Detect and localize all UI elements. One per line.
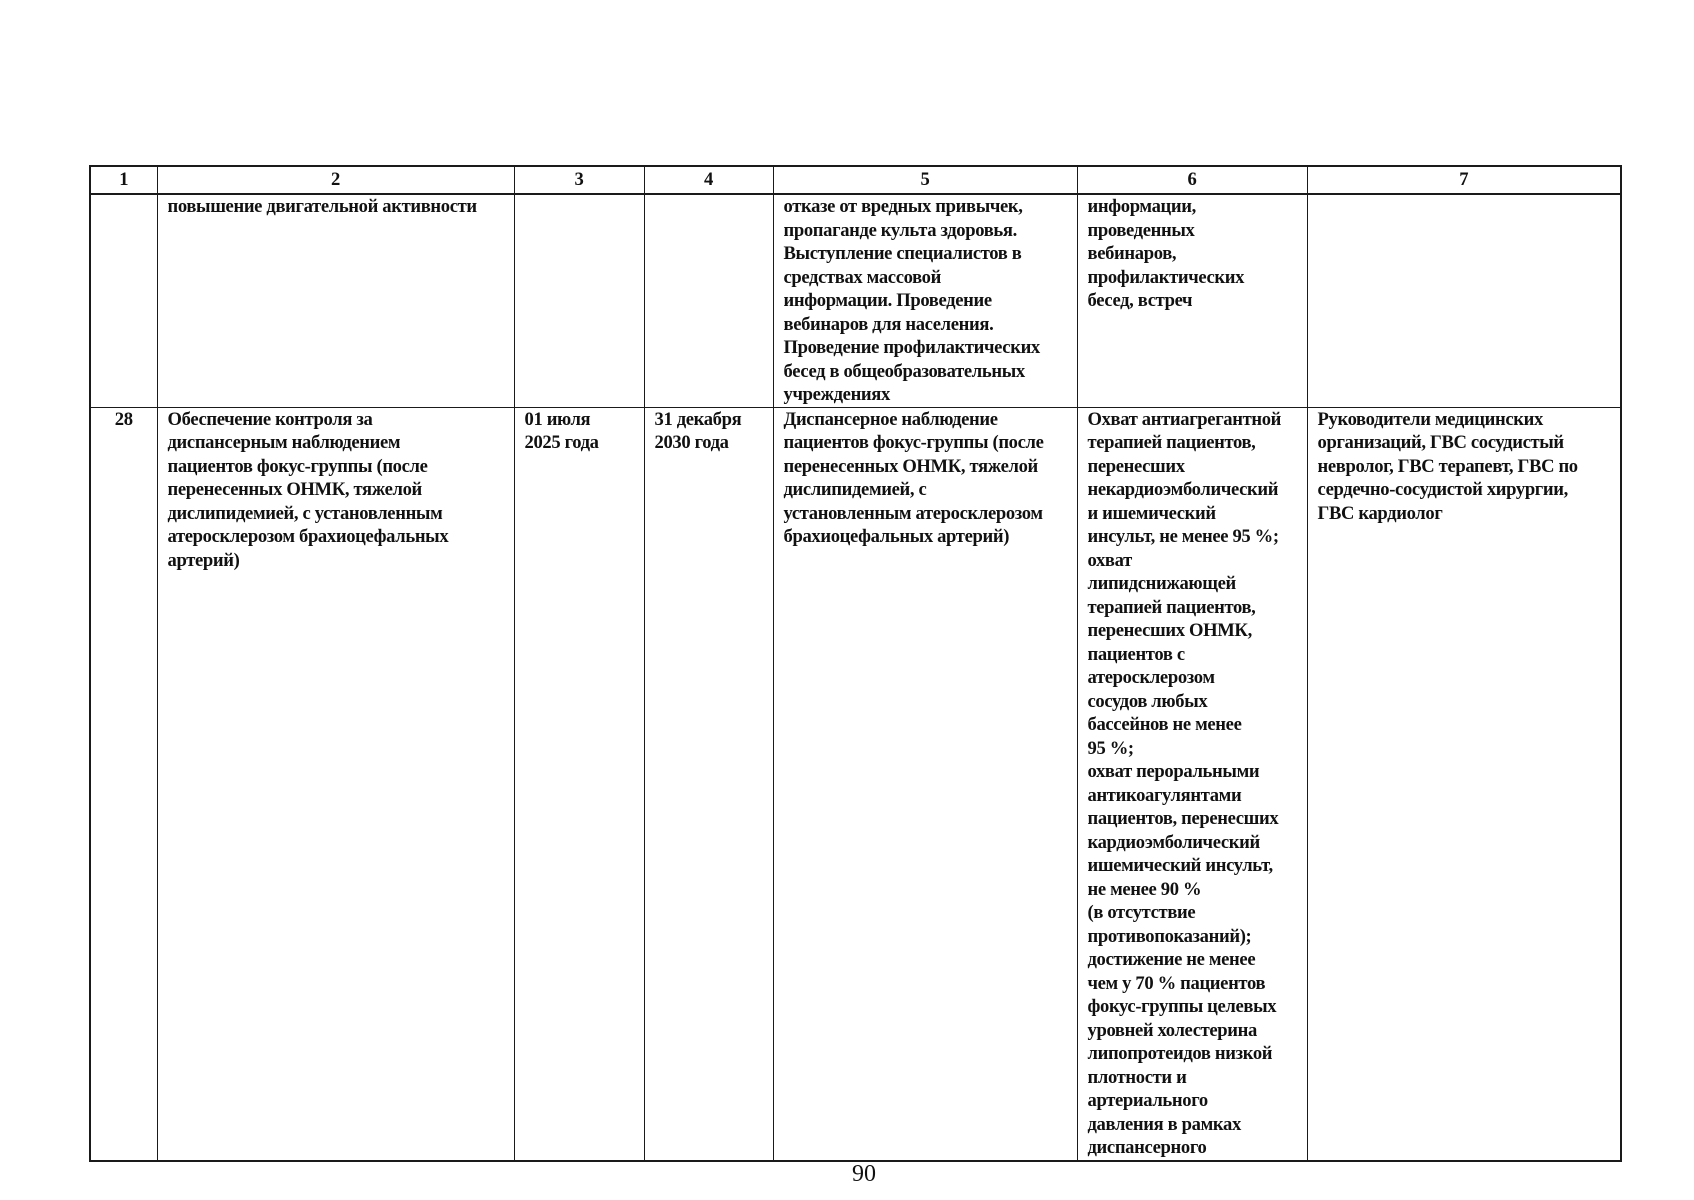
text-line: организаций, ГВС сосудистый [1317,432,1564,453]
text-line: (в отсутствие [1087,902,1196,923]
text-line: ГВС кардиолог [1317,502,1443,524]
text-line: диспансерного [1087,1137,1207,1158]
text-line: ишемический инсульт, [1087,855,1273,876]
start-date-cell [514,194,644,407]
text-line: липидснижающей [1087,573,1236,594]
text-line: кардиоэмболический [1087,831,1260,853]
text-line: перенесших [1087,455,1185,477]
text-line: достижение не менее [1087,949,1256,970]
text-line: вебинаров для населения. [783,313,994,335]
text-line: артерий) [167,549,240,571]
start-date-cell [514,407,644,1161]
text-line: перенесенных ОНМК, тяжелой [783,455,1038,477]
text-line: перенесших ОНМК, [1087,620,1252,641]
text-line: брахиоцефальных артерий) [783,526,1010,547]
row-number-cell: 28 [90,407,157,1161]
text-line: чем у 70 % пациентов [1087,972,1266,994]
header-col-2: 2 [157,166,514,194]
text-line: пациентов, перенесших [1087,808,1279,829]
text-line: уровней холестерина [1087,1019,1257,1041]
text-line: 01 июля [524,408,591,430]
responsible-cell [1307,194,1621,407]
text-line: не менее 90 % [1087,878,1202,900]
indicators-cell [1077,194,1307,407]
text-line: терапией пациентов, [1087,432,1256,453]
activity-cell: повышение двигательной активности [157,194,514,407]
text-line: вебинаров, [1087,243,1177,264]
text-line: некардиоэмболический [1087,479,1279,500]
text-line: инсульт, не менее 95 %; [1087,526,1279,547]
text-line: бесед в общеобразовательных [783,360,1025,382]
text-line: атеросклерозом [1087,667,1215,688]
text-line: пациентов с [1087,643,1185,665]
page-number: 90 [852,1161,876,1187]
header-row [90,166,1621,194]
text-line: установленным атеросклерозом [783,502,1043,524]
text-line: липопротеидов низкой [1087,1043,1273,1064]
header-col-1: 1 [90,166,157,194]
text-line: антикоагулянтами [1087,784,1242,806]
text-line: Руководители медицинских [1317,408,1543,430]
plan-table [89,165,1622,1162]
text-line: артериального [1087,1090,1208,1111]
text-line: учреждениях [783,384,890,405]
text-line: противопоказаний); [1087,925,1252,947]
text-line: сосудов любых [1087,690,1208,712]
text-line: пациентов фокус-группы (после [783,432,1044,453]
end-date-cell [644,407,773,1161]
responsible-cell [1307,407,1621,1161]
text-line: перенесенных ОНМК, тяжелой [167,479,422,500]
text-line: пропаганде культа здоровья. [783,219,1017,241]
text-line: пациентов фокус-группы (после [167,455,428,477]
text-line: охват [1087,549,1132,571]
text-line: плотности и [1087,1066,1187,1088]
table-row [90,194,1621,407]
text-line: невролог, ГВС терапевт, ГВС по [1317,455,1578,477]
text-line: отказе от вредных привычек, [783,196,1023,217]
text-line: давления в рамках [1087,1113,1241,1135]
text-line: Обеспечение контроля за [167,408,373,430]
text-line: 2025 года [524,432,599,453]
text-line: бассейнов не менее [1087,714,1242,735]
header-col-6: 6 [1077,166,1307,194]
header-col-5: 5 [773,166,1077,194]
text-line: дислипидемией, с установленным [167,502,443,524]
activity-cell [157,407,514,1161]
text-line: Охват антиагрегантной [1087,408,1282,430]
text-line: проведенных [1087,219,1195,241]
text-line: атеросклерозом брахиоцефальных [167,526,449,547]
end-date-cell [644,194,773,407]
text-line: 31 декабря [654,408,742,430]
text-line: фокус-группы целевых [1087,996,1277,1017]
row-number-cell [90,194,157,407]
text-line: Проведение профилактических [783,337,1040,358]
indicators-cell [1077,407,1307,1161]
text-line: бесед, встреч [1087,290,1193,311]
text-line: профилактических [1087,266,1245,288]
text-line: сердечно-сосудистой хирургии, [1317,479,1568,500]
text-line: информации. Проведение [783,290,992,311]
text-line: средствах массовой [783,266,941,288]
text-line: терапией пациентов, [1087,596,1256,618]
text-line: дислипидемией, с [783,479,927,500]
description-cell [773,407,1077,1161]
text-line: диспансерным наблюдением [167,432,401,453]
header-col-3: 3 [514,166,644,194]
description-cell [773,194,1077,407]
text-line: информации, [1087,196,1196,217]
text-line: и ишемический [1087,502,1216,524]
text-line: Диспансерное наблюдение [783,408,998,430]
text-line: охват пероральными [1087,761,1260,782]
header-col-7: 7 [1307,166,1621,194]
text-line: Выступление специалистов в [783,243,1022,264]
text-line: 2030 года [654,432,729,453]
table-row [90,407,1621,1161]
header-col-4: 4 [644,166,773,194]
text-line: 95 %; [1087,737,1134,759]
